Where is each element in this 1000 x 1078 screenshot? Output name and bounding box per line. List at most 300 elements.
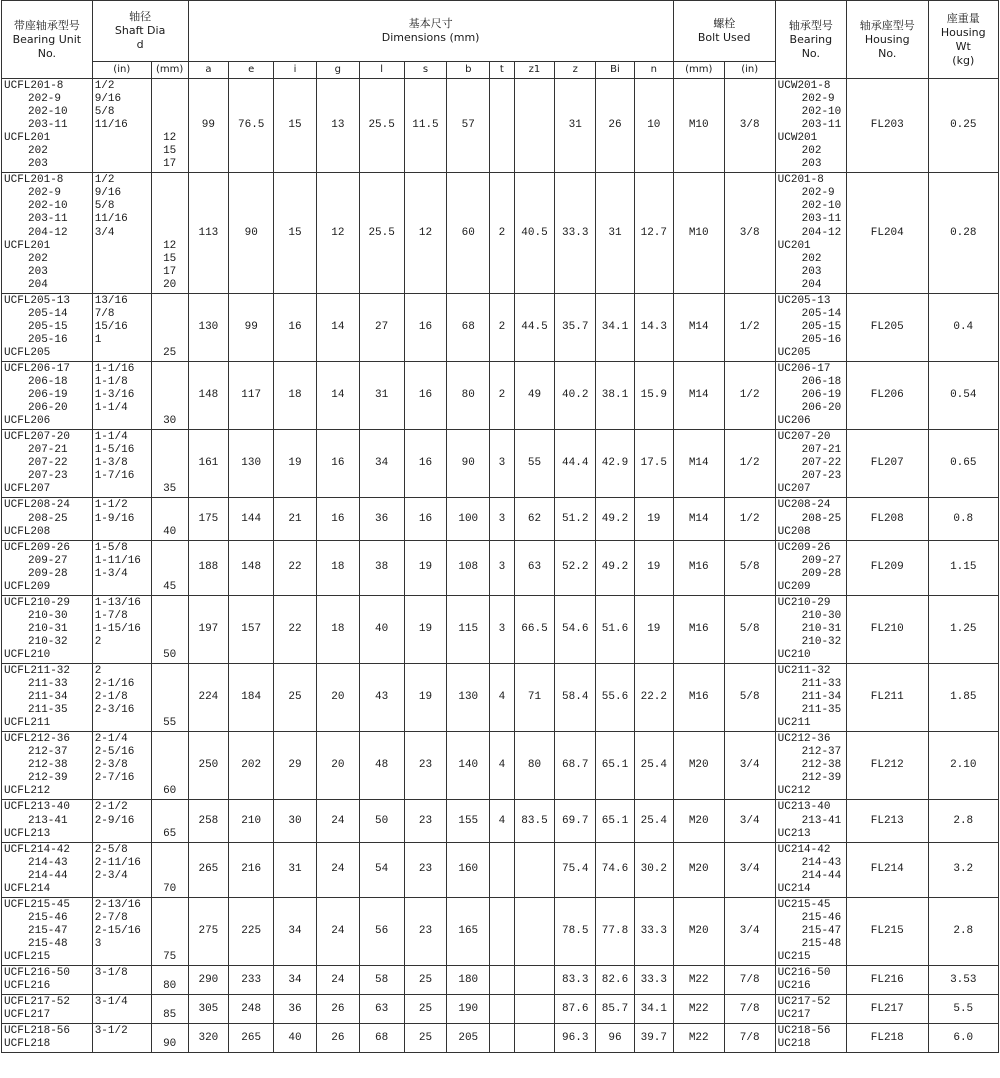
unit-number-cell-line: UCFL206-17 [4,362,71,375]
shaft-mm-cell-line: 15 [163,145,177,158]
bearing-number-cell-line: 210-30 [801,609,842,622]
housing-weight-cell: 3.2 [928,842,998,897]
shaft-in-cell-line: 1-3/16 [94,389,135,402]
dim-i-cell: 29 [274,732,317,800]
dim-e-cell: 202 [229,732,274,800]
table-row [2,293,999,361]
unit-number-cell-line: UCFL214 [4,882,51,895]
dim-n-cell: 14.3 [634,293,673,361]
shaft-in-cell-line [95,581,149,594]
unit-number-cell-line: 211-34 [28,691,68,704]
dim-bolt-mm-cell: M16 [673,664,724,732]
dim-bolt-mm-cell: M20 [673,800,724,842]
shaft-mm-cell-line [154,499,186,512]
dim-z1-cell: 44.5 [514,293,555,361]
shaft-mm-cell-line: 75 [163,951,177,963]
dim-z-cell: 33.3 [555,173,596,293]
dim-z-cell: 78.5 [555,897,596,965]
dim-z-cell: 35.7 [555,293,596,361]
shaft-in-cell [92,540,151,595]
dim-bolt-in-cell: 3/4 [724,897,775,965]
shaft-mm-cell [151,1024,188,1053]
housing-number-cell: FL207 [847,430,929,498]
dim-a-cell: 258 [188,800,229,842]
shaft-in-cell-line: 2-3/8 [94,759,128,772]
dim-n-cell: 33.3 [634,966,673,995]
bearing-number-cell-line: UCW201 [777,132,818,145]
shaft-in-cell-line [95,132,149,145]
dim-b-cell: 60 [447,173,490,293]
unit-number-cell-line: UCFL217 [4,1009,51,1022]
shaft-in-cell-line [95,1009,149,1022]
dim-z-cell: 40.2 [555,361,596,429]
dim-e-cell: 225 [229,897,274,965]
unit-number-cell-line: 206-19 [28,389,68,402]
dim-l-cell: 40 [359,595,404,663]
unit-number-cell-line: 203-11 [28,119,68,132]
unit-number-cell-line: UCFL208 [4,525,51,538]
unit-number-cell-line: UCFL211-32 [4,665,71,678]
bearing-number-cell-line: UC214 [777,882,811,895]
dim-z1-cell [514,995,555,1024]
unit-number-cell-line: UCFL210-29 [4,596,71,609]
unit-number-cell [2,595,93,663]
shaft-in-cell [92,966,151,995]
shaft-mm-cell-line [154,912,186,925]
bearing-number-cell-line: 203-11 [801,213,842,226]
bearing-number-cell-line: 215-47 [801,924,842,937]
table-row [2,430,999,498]
housing-number-cell: FL206 [847,361,929,429]
bearing-number-cell-line: UC216-50 [777,967,831,980]
dim-z1-cell: 55 [514,430,555,498]
shaft-in-cell-line: 2-1/8 [94,691,128,704]
shaft-mm-cell [151,498,188,540]
dim-bi-cell: 96 [596,1024,635,1053]
unit-number-cell-line: UCFL212 [4,785,51,798]
dim-a-cell: 224 [188,664,229,732]
dim-b-cell: 115 [447,595,490,663]
dim-e-cell: 265 [229,1024,274,1053]
dim-e-cell: 90 [229,173,274,293]
dim-t-cell [490,842,514,897]
unit-number-cell [2,361,93,429]
dim-t-cell: 2 [490,361,514,429]
unit-number-cell-line: 214-44 [28,869,68,882]
housing-number-cell: FL218 [847,1024,929,1053]
unit-number-cell-line: UCFL206 [4,415,51,428]
shaft-in-cell [92,664,151,732]
dim-n-cell: 19 [634,498,673,540]
dim-z1-cell [514,897,555,965]
unit-number-cell-line: 215-47 [28,924,68,937]
shaft-in-cell-line: 1-1/4 [94,402,128,415]
shaft-in-cell-line [95,526,149,539]
shaft-mm-cell-line [154,402,186,415]
shaft-mm-cell-line [154,80,186,93]
unit-number-cell-line: UCFL218-56 [4,1025,71,1038]
unit-number-cell [2,897,93,965]
dim-i-cell: 30 [274,800,317,842]
bearing-number-cell-line: 206-18 [801,376,842,389]
bearing-number-cell-line: 208-25 [801,512,842,525]
housing-weight-cell: 0.4 [928,293,998,361]
dim-z-cell: 83.3 [555,966,596,995]
dim-n-cell: 17.5 [634,430,673,498]
table-row [2,79,999,173]
dim-b-cell: 190 [447,995,490,1024]
unit-number-cell [2,498,93,540]
housing-weight-cell: 2.10 [928,732,998,800]
header-unit: 带座轴承型号 Bearing Unit No. [2,1,93,79]
housing-weight-cell: 0.28 [928,173,998,293]
dim-n-cell: 30.2 [634,842,673,897]
table-row [2,664,999,732]
shaft-in-cell [92,732,151,800]
dim-g-cell: 18 [316,595,359,663]
dim-n-cell: 25.4 [634,800,673,842]
dim-bolt-in-cell: 1/2 [724,361,775,429]
dim-i-cell: 15 [274,79,317,173]
unit-number-cell-line: 206-20 [28,402,68,415]
dim-z-cell: 58.4 [555,664,596,732]
dim-t-cell [490,897,514,965]
bearing-number-cell [775,966,846,995]
dim-a-cell: 161 [188,430,229,498]
dim-t-cell: 3 [490,595,514,663]
unit-number-cell-line: 214-43 [28,856,68,869]
dim-a-cell: 320 [188,1024,229,1053]
shaft-mm-cell-line: 40 [163,525,177,538]
subheader-cell: l [359,62,404,79]
subheader-cell: z [555,62,596,79]
bearing-number-cell-line: UC212 [777,785,811,798]
bearing-number-cell-line: 207-21 [801,444,842,457]
bearing-number-cell-line: UC217 [777,1009,811,1022]
subheader-cell: (in) [724,62,775,79]
shaft-in-cell-line: 1 [94,333,102,346]
bearing-number-cell [775,430,846,498]
bearing-number-cell-line: 211-35 [801,704,842,717]
unit-number-cell-line: 207-23 [28,470,68,483]
dim-bolt-in-cell: 1/2 [724,498,775,540]
unit-number-cell [2,293,93,361]
unit-number-cell-line: UCFL209 [4,580,51,593]
bearing-number-cell-line: 215-46 [801,911,842,924]
dim-e-cell: 248 [229,995,274,1024]
dim-bi-cell: 26 [596,79,635,173]
shaft-in-cell-line [95,253,149,266]
dim-s-cell: 19 [404,595,447,663]
shaft-in-cell-line: 5/8 [94,106,115,119]
shaft-in-cell-line: 1-1/8 [94,376,128,389]
shaft-in-cell [92,595,151,663]
dim-z1-cell: 40.5 [514,173,555,293]
subheader-cell: (mm) [673,62,724,79]
dim-b-cell: 80 [447,361,490,429]
dim-g-cell: 14 [316,293,359,361]
housing-weight-cell: 2.8 [928,897,998,965]
shaft-mm-cell-line: 30 [163,415,177,428]
shaft-in-cell-line: 2-1/4 [94,733,128,746]
shaft-mm-cell-line: 45 [163,580,177,593]
dim-z1-cell: 83.5 [514,800,555,842]
dim-bi-cell: 31 [596,173,635,293]
bearing-number-cell-line: 202-9 [801,93,835,106]
dim-t-cell [490,79,514,173]
shaft-in-cell-line [95,483,149,496]
bearing-number-cell-line: UC205-13 [777,294,831,307]
unit-number-cell-line: UCFL213-40 [4,801,71,814]
dim-z-cell: 51.2 [555,498,596,540]
unit-number-cell-line: UCFL218 [4,1038,51,1051]
dim-g-cell: 20 [316,664,359,732]
dim-z1-cell [514,1024,555,1053]
dim-bi-cell: 82.6 [596,966,635,995]
shaft-in-cell-line [95,347,149,360]
subheader-cell: g [316,62,359,79]
unit-number-cell-line: UCFL207-20 [4,431,71,444]
dim-l-cell: 48 [359,732,404,800]
unit-number-cell-line: 202-10 [28,200,68,213]
dim-b-cell: 68 [447,293,490,361]
bearing-number-cell-line: 214-44 [801,869,842,882]
bearing-number-cell-line: UC214-42 [777,843,831,856]
bearing-number-cell-line: 209-27 [801,554,842,567]
dim-l-cell: 25.5 [359,173,404,293]
shaft-mm-cell-line: 35 [163,483,177,496]
unit-number-cell-line: UCFL216-50 [4,967,71,980]
shaft-mm-cell [151,173,188,293]
dim-g-cell: 14 [316,361,359,429]
unit-number-cell-line: 202 [28,145,48,158]
shaft-in-cell [92,430,151,498]
bearing-number-cell-line: 214-43 [801,856,842,869]
shaft-in-cell-line [95,1038,149,1051]
bearing-number-cell-line: 206-20 [801,402,842,415]
dim-g-cell: 16 [316,430,359,498]
shaft-mm-cell-line: 65 [163,827,177,840]
shaft-in-cell-line: 2 [94,665,102,678]
housing-number-cell: FL217 [847,995,929,1024]
dim-b-cell: 90 [447,430,490,498]
dim-s-cell: 19 [404,540,447,595]
unit-number-cell-line: 215-48 [28,937,68,950]
dim-bolt-mm-cell: M22 [673,1024,724,1053]
bearing-number-cell-line: UC215-45 [777,898,831,911]
bearing-number-cell-line: UC207 [777,483,811,496]
shaft-in-cell-line: 3-1/2 [94,1025,128,1038]
shaft-in-cell-line: 1-1/4 [94,431,128,444]
bearing-number-cell [775,732,846,800]
housing-weight-cell: 1.25 [928,595,998,663]
subheader-cell: (in) [92,62,151,79]
table-row [2,1024,999,1053]
housing-number-cell: FL209 [847,540,929,595]
unit-number-cell [2,173,93,293]
shaft-in-cell [92,293,151,361]
dim-t-cell: 4 [490,732,514,800]
header-weight: 座重量 Housing Wt (kg) [928,1,998,79]
shaft-mm-cell [151,664,188,732]
shaft-in-cell-line [95,158,149,171]
shaft-mm-cell-line [154,93,186,106]
shaft-mm-cell-line [154,363,186,376]
dim-g-cell: 16 [316,498,359,540]
dim-bolt-mm-cell: M14 [673,498,724,540]
subheader-cell: e [229,62,274,79]
dim-i-cell: 18 [274,361,317,429]
shaft-mm-cell-line [154,801,186,814]
unit-number-cell-line: 212-38 [28,759,68,772]
bearing-number-cell-line: UC216 [777,980,811,993]
dim-bolt-mm-cell: M22 [673,995,724,1024]
dim-s-cell: 16 [404,430,447,498]
unit-number-cell [2,995,93,1024]
dim-e-cell: 233 [229,966,274,995]
shaft-in-cell-line: 1-3/8 [94,457,128,470]
unit-number-cell-line: 204-12 [28,226,68,239]
shaft-in-cell-line [95,980,149,993]
bearing-number-cell-line: 206-19 [801,389,842,402]
dim-i-cell: 22 [274,540,317,595]
bearing-number-cell [775,79,846,173]
dim-bolt-mm-cell: M10 [673,79,724,173]
dim-l-cell: 58 [359,966,404,995]
shaft-mm-cell-line: 12 [163,132,177,145]
shaft-in-cell [92,897,151,965]
shaft-in-cell-line [95,785,149,798]
shaft-mm-cell-line [154,431,186,444]
dim-bi-cell: 77.8 [596,897,635,965]
dim-z1-cell: 49 [514,361,555,429]
bearing-number-cell-line: 211-33 [801,678,842,691]
dim-t-cell: 3 [490,430,514,498]
header-bearing: 轴承型号 Bearing No. [775,1,846,79]
header-bolt: 螺栓 Bolt Used [673,1,775,62]
housing-number-cell: FL203 [847,79,929,173]
dim-bi-cell: 49.2 [596,540,635,595]
shaft-mm-cell-line [154,623,186,636]
dim-g-cell: 18 [316,540,359,595]
bearing-number-cell-line: 205-14 [801,307,842,320]
dim-b-cell: 57 [447,79,490,173]
unit-number-cell-line: UCFL201 [4,132,51,145]
shaft-in-cell-line: 1-1/16 [94,362,135,375]
table-row [2,540,999,595]
dim-s-cell: 16 [404,498,447,540]
unit-number-cell-line: 202-9 [28,187,62,200]
bearing-number-cell-line: UC205 [777,346,811,359]
dim-i-cell: 21 [274,498,317,540]
dim-s-cell: 23 [404,842,447,897]
subheader-cell: n [634,62,673,79]
dim-bi-cell: 85.7 [596,995,635,1024]
shaft-mm-cell-line: 80 [163,980,177,993]
dim-bolt-in-cell: 3/4 [724,800,775,842]
dim-bolt-in-cell: 3/8 [724,173,775,293]
bearing-number-cell-line: 204 [801,278,822,291]
dim-s-cell: 25 [404,966,447,995]
unit-number-cell-line: UCFL210 [4,648,51,661]
dim-e-cell: 210 [229,800,274,842]
dim-t-cell: 3 [490,540,514,595]
shaft-mm-cell-line [154,227,186,240]
dim-e-cell: 148 [229,540,274,595]
header-dimensions: 基本尺寸 Dimensions (mm) [188,1,673,62]
dim-z-cell: 52.2 [555,540,596,595]
shaft-mm-cell-line: 17 [163,158,177,171]
bearing-number-cell-line: 209-28 [801,567,842,580]
housing-number-cell: FL213 [847,800,929,842]
shaft-in-cell-line [95,279,149,292]
shaft-mm-cell-line: 17 [163,265,177,278]
dim-b-cell: 100 [447,498,490,540]
shaft-mm-cell-line [154,691,186,704]
dim-b-cell: 108 [447,540,490,595]
unit-number-cell-line: 203-11 [28,213,68,226]
unit-number-cell [2,966,93,995]
dim-g-cell: 12 [316,173,359,293]
shaft-mm-cell-line [154,967,186,980]
shaft-mm-cell-line [154,555,186,568]
shaft-mm-cell [151,800,188,842]
shaft-in-cell-line: 2-3/16 [94,704,135,717]
shaft-mm-cell [151,995,188,1024]
header-housing: 轴承座型号 Housing No. [847,1,929,79]
table-row [2,498,999,540]
shaft-in-cell-line: 13/16 [94,294,128,307]
bearing-number-cell-line: 202-10 [801,200,842,213]
unit-number-cell-line: 215-46 [28,911,68,924]
unit-number-cell-line: 210-31 [28,622,68,635]
shaft-mm-cell-line [154,106,186,119]
dim-s-cell: 16 [404,293,447,361]
shaft-in-cell-line: 2 [94,635,102,648]
shaft-in-cell [92,498,151,540]
dim-z-cell: 54.6 [555,595,596,663]
dim-e-cell: 216 [229,842,274,897]
dim-a-cell: 197 [188,595,229,663]
shaft-mm-cell-line [154,678,186,691]
shaft-mm-cell-line [154,704,186,717]
dim-z-cell: 68.7 [555,732,596,800]
table-row [2,732,999,800]
unit-number-cell-line: 212-39 [28,772,68,785]
dim-bolt-in-cell: 3/4 [724,842,775,897]
housing-weight-cell: 0.25 [928,79,998,173]
shaft-in-cell [92,173,151,293]
table-row [2,966,999,995]
shaft-mm-cell [151,540,188,595]
shaft-in-cell-line: 2-3/4 [94,869,128,882]
shaft-mm-cell-line [154,815,186,828]
unit-number-cell-line: 210-30 [28,609,68,622]
dim-s-cell: 23 [404,800,447,842]
bearing-number-cell-line: UC208-24 [777,499,831,512]
shaft-mm-cell [151,293,188,361]
dim-z1-cell: 63 [514,540,555,595]
shaft-in-cell-line [95,717,149,730]
shaft-mm-cell-line [154,636,186,649]
shaft-in-cell-line: 1/2 [94,80,115,92]
dim-a-cell: 188 [188,540,229,595]
shaft-in-cell-line: 2-11/16 [94,856,141,869]
shaft-in-cell-line [95,240,149,253]
bearing-number-cell-line: UC213-40 [777,801,831,814]
dim-bolt-in-cell: 7/8 [724,966,775,995]
shaft-mm-cell-line: 60 [163,785,177,798]
